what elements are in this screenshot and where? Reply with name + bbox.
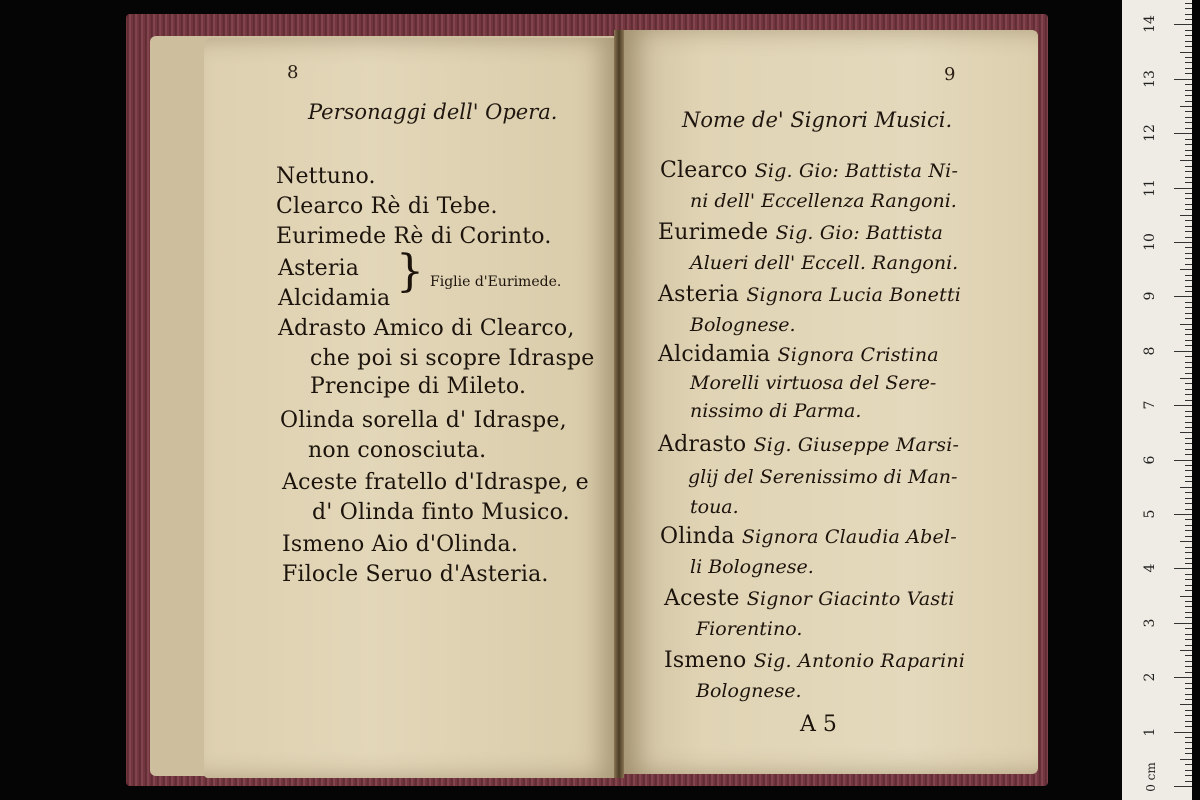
ruler-tick (1185, 574, 1192, 575)
cast-line: Adrasto Amico di Clearco, (278, 316, 575, 341)
ruler-tick (1185, 95, 1192, 96)
ruler-tick (1185, 62, 1192, 63)
singer-continuation: glij del Serenissimo di Man- (688, 466, 958, 488)
ruler-number: 9 (1142, 291, 1158, 301)
ruler-tick (1174, 24, 1192, 25)
singer-continuation: Morelli virtuosa del Sere- (690, 372, 937, 394)
ruler-number: 11 (1142, 178, 1158, 197)
ruler-tick (1180, 487, 1192, 488)
ruler-tick (1185, 661, 1192, 662)
ruler-tick (1180, 52, 1192, 53)
ruler-tick (1185, 438, 1192, 439)
ruler-tick (1185, 742, 1192, 743)
ruler-tick (1185, 721, 1192, 722)
ruler-tick (1185, 356, 1192, 357)
ruler-tick (1185, 579, 1192, 580)
ruler-number: 13 (1142, 69, 1158, 88)
ruler-tick (1185, 177, 1192, 178)
ruler-tick (1185, 90, 1192, 91)
ruler-tick (1185, 465, 1192, 466)
singer-entry (658, 282, 961, 307)
ruler-tick (1185, 416, 1192, 417)
role-name: Adrasto (658, 432, 747, 457)
ruler-tick (1185, 481, 1192, 482)
ruler-tick (1185, 247, 1192, 248)
ruler-tick (1185, 35, 1192, 36)
ruler-tick (1185, 400, 1192, 401)
ruler-unit-label: 0 cm (1143, 762, 1158, 792)
right-page-heading: Nome de' Signori Musici. (682, 108, 953, 132)
ruler-tick (1180, 432, 1192, 433)
ruler-tick (1185, 639, 1192, 640)
ruler-tick (1185, 449, 1192, 450)
ruler-tick (1185, 628, 1192, 629)
brace-note: Figlie d'Eurimede. (430, 274, 562, 290)
ruler-tick (1185, 166, 1192, 167)
singer-entry (664, 586, 954, 611)
ruler-tick (1185, 291, 1192, 292)
ruler-tick (1185, 737, 1192, 738)
ruler-tick (1185, 264, 1192, 265)
ruler-tick (1185, 655, 1192, 656)
ruler-tick (1185, 340, 1192, 341)
cast-line: non conosciuta. (308, 438, 487, 463)
ruler-tick (1185, 688, 1192, 689)
singer-entry (658, 432, 959, 457)
singer-continuation: Bolognese. (690, 314, 796, 336)
ruler-tick (1185, 111, 1192, 112)
singer-entry (658, 220, 943, 245)
ruler-tick (1185, 373, 1192, 374)
ruler-tick (1185, 19, 1192, 20)
ruler-tick (1185, 476, 1192, 477)
singer-continuation: toua. (690, 496, 739, 518)
ruler-tick (1185, 606, 1192, 607)
ruler-number: 4 (1142, 563, 1158, 573)
ruler-tick (1185, 204, 1192, 205)
ruler-tick (1185, 394, 1192, 395)
ruler-tick (1185, 694, 1192, 695)
ruler-number: 10 (1142, 233, 1158, 251)
ruler-tick (1174, 677, 1192, 678)
ruler-tick (1185, 715, 1192, 716)
signature-mark: A 5 (800, 712, 837, 737)
ruler-tick (1185, 275, 1192, 276)
singer-name: Signora Cristina (777, 344, 939, 366)
ruler-tick (1185, 280, 1192, 281)
singer-continuation: li Bolognese. (690, 556, 814, 578)
ruler-tick (1185, 710, 1192, 711)
ruler-tick (1185, 726, 1192, 727)
ruler-tick (1185, 198, 1192, 199)
ruler-tick (1185, 558, 1192, 559)
ruler-tick (1185, 258, 1192, 259)
singer-name: Sig. Gio: Battista Ni- (754, 160, 959, 182)
ruler-tick (1185, 155, 1192, 156)
ruler-tick (1185, 57, 1192, 58)
cast-line: d' Olinda finto Musico. (312, 500, 570, 525)
ruler-tick (1180, 541, 1192, 542)
ruler-tick (1185, 231, 1192, 232)
ruler-number: 5 (1142, 509, 1158, 519)
ruler-tick (1185, 699, 1192, 700)
ruler-number: 14 (1142, 15, 1158, 34)
singer-entry (664, 648, 965, 673)
ruler-tick (1185, 367, 1192, 368)
ruler-tick (1185, 748, 1192, 749)
ruler-tick (1174, 133, 1192, 134)
ruler-tick (1185, 14, 1192, 15)
brace-glyph: } (396, 246, 424, 297)
ruler-tick (1185, 525, 1192, 526)
singer-continuation: nissimo di Parma. (690, 400, 862, 422)
ruler-tick (1185, 389, 1192, 390)
ruler-tick (1174, 568, 1192, 569)
ruler-tick (1185, 345, 1192, 346)
ruler-tick (1180, 106, 1192, 107)
singer-entry (658, 342, 939, 367)
ruler-tick (1185, 334, 1192, 335)
ruler-tick (1174, 351, 1192, 352)
role-name: Clearco (660, 158, 748, 183)
cast-line: Nettuno. (276, 164, 376, 189)
ruler-tick (1185, 443, 1192, 444)
cast-line: Clearco Rè di Tebe. (276, 194, 498, 219)
ruler-tick (1185, 590, 1192, 591)
ruler-tick (1185, 237, 1192, 238)
ruler-tick (1185, 634, 1192, 635)
ruler-tick (1185, 3, 1192, 4)
ruler-tick (1174, 242, 1192, 243)
ruler-tick (1180, 160, 1192, 161)
ruler-tick (1185, 585, 1192, 586)
role-name: Asteria (658, 282, 740, 307)
ruler-tick (1185, 220, 1192, 221)
ruler-tick (1174, 732, 1192, 733)
ruler-tick (1180, 215, 1192, 216)
right-page-number: 9 (944, 64, 956, 85)
cast-line: Eurimede Rè di Corinto. (276, 224, 552, 249)
singer-name: Signor Giacinto Vasti (746, 588, 955, 610)
ruler-tick (1185, 612, 1192, 613)
role-name: Eurimede (658, 220, 769, 245)
ruler-tick (1185, 470, 1192, 471)
cast-line: Aceste fratello d'Idraspe, e (282, 470, 589, 495)
ruler-tick (1185, 8, 1192, 9)
ruler-number: 7 (1142, 400, 1158, 410)
ruler-tick (1180, 596, 1192, 597)
ruler-tick (1185, 672, 1192, 673)
singer-entry (660, 524, 957, 549)
ruler-tick (1185, 666, 1192, 667)
ruler-tick (1174, 296, 1192, 297)
ruler-tick (1180, 704, 1192, 705)
ruler-tick (1185, 427, 1192, 428)
ruler-tick (1174, 79, 1192, 80)
ruler-tick (1185, 128, 1192, 129)
ruler-number: 6 (1142, 455, 1158, 465)
ruler-tick (1185, 171, 1192, 172)
ruler-tick (1185, 318, 1192, 319)
ruler-tick (1185, 144, 1192, 145)
ruler-number: 2 (1142, 672, 1158, 682)
ruler-tick (1185, 454, 1192, 455)
ruler-tick (1185, 536, 1192, 537)
ruler-tick (1185, 302, 1192, 303)
ruler-tick (1185, 645, 1192, 646)
ruler-tick (1185, 101, 1192, 102)
ruler-tick (1185, 182, 1192, 183)
cast-line: che poi si scopre Idraspe (310, 346, 595, 371)
ruler-tick (1185, 286, 1192, 287)
ruler-tick (1185, 84, 1192, 85)
ruler-tick (1185, 226, 1192, 227)
singer-name: Signora Claudia Abel- (741, 526, 957, 548)
ruler-tick (1174, 188, 1192, 189)
ruler-number: 3 (1142, 618, 1158, 628)
cast-line: Filocle Seruo d'Asteria. (282, 562, 549, 587)
ruler-tick (1185, 30, 1192, 31)
ruler-tick (1185, 209, 1192, 210)
left-page-number: 8 (287, 62, 299, 83)
ruler-tick (1185, 41, 1192, 42)
ruler-tick (1185, 362, 1192, 363)
role-name: Alcidamia (658, 342, 771, 367)
ruler-tick (1185, 117, 1192, 118)
singer-continuation: ni dell' Eccellenza Rangoni. (690, 190, 957, 212)
ruler-tick (1185, 552, 1192, 553)
ruler-tick (1185, 601, 1192, 602)
ruler-tick (1180, 759, 1192, 760)
ruler-tick (1185, 753, 1192, 754)
ruler-tick (1185, 253, 1192, 254)
ruler-tick (1185, 775, 1192, 776)
ruler-tick (1174, 405, 1192, 406)
singer-name: Sig. Gio: Battista (775, 222, 943, 244)
cast-line: Alcidamia (278, 286, 391, 311)
ruler-tick (1180, 324, 1192, 325)
cast-line: Olinda sorella d' Idraspe, (280, 408, 567, 433)
ruler-tick (1185, 617, 1192, 618)
ruler-tick (1185, 68, 1192, 69)
ruler-tick (1185, 563, 1192, 564)
ruler-tick (1180, 650, 1192, 651)
ruler-tick (1185, 329, 1192, 330)
ruler-tick (1185, 411, 1192, 412)
role-name: Aceste (664, 586, 740, 611)
singer-name: Signora Lucia Bonetti (746, 284, 962, 306)
ruler-tick (1174, 514, 1192, 515)
singer-continuation: Bolognese. (696, 680, 802, 702)
cast-line: Asteria (278, 256, 360, 281)
singer-continuation: Alueri dell' Eccell. Rangoni. (690, 252, 959, 274)
singer-entry (660, 158, 958, 183)
ruler-tick (1185, 313, 1192, 314)
singer-continuation: Fiorentino. (696, 618, 803, 640)
ruler-tick (1185, 509, 1192, 510)
ruler-tick (1174, 786, 1192, 787)
ruler-tick (1185, 193, 1192, 194)
ruler-tick (1185, 122, 1192, 123)
cast-line: Ismeno Aio d'Olinda. (282, 532, 519, 557)
ruler-tick (1180, 378, 1192, 379)
ruler-tick (1174, 460, 1192, 461)
ruler-tick (1185, 46, 1192, 47)
cast-line: Prencipe di Mileto. (310, 374, 527, 399)
ruler-tick (1185, 770, 1192, 771)
singer-name: Sig. Giuseppe Marsi- (753, 434, 960, 456)
ruler-tick (1185, 383, 1192, 384)
ruler-tick (1185, 139, 1192, 140)
ruler-tick (1185, 498, 1192, 499)
ruler-tick (1185, 150, 1192, 151)
ruler-tick (1185, 683, 1192, 684)
ruler-number: 1 (1142, 727, 1158, 737)
ruler-tick (1185, 530, 1192, 531)
ruler-tick (1185, 307, 1192, 308)
ruler-tick (1185, 422, 1192, 423)
ruler-tick (1185, 503, 1192, 504)
role-name: Ismeno (664, 648, 747, 673)
ruler-tick (1174, 623, 1192, 624)
ruler-number: 8 (1142, 346, 1158, 356)
ruler-number: 12 (1142, 124, 1158, 143)
ruler-tick (1185, 547, 1192, 548)
ruler-tick (1185, 519, 1192, 520)
ruler-tick (1185, 492, 1192, 493)
singer-name: Sig. Antonio Raparini (753, 650, 966, 672)
ruler-tick (1185, 764, 1192, 765)
ruler-tick (1185, 73, 1192, 74)
ruler-tick (1180, 269, 1192, 270)
role-name: Olinda (660, 524, 735, 549)
book-gutter (614, 30, 624, 778)
measuring-ruler (1122, 0, 1192, 800)
ruler-tick (1185, 781, 1192, 782)
left-page-heading: Personaggi dell' Opera. (308, 100, 558, 124)
